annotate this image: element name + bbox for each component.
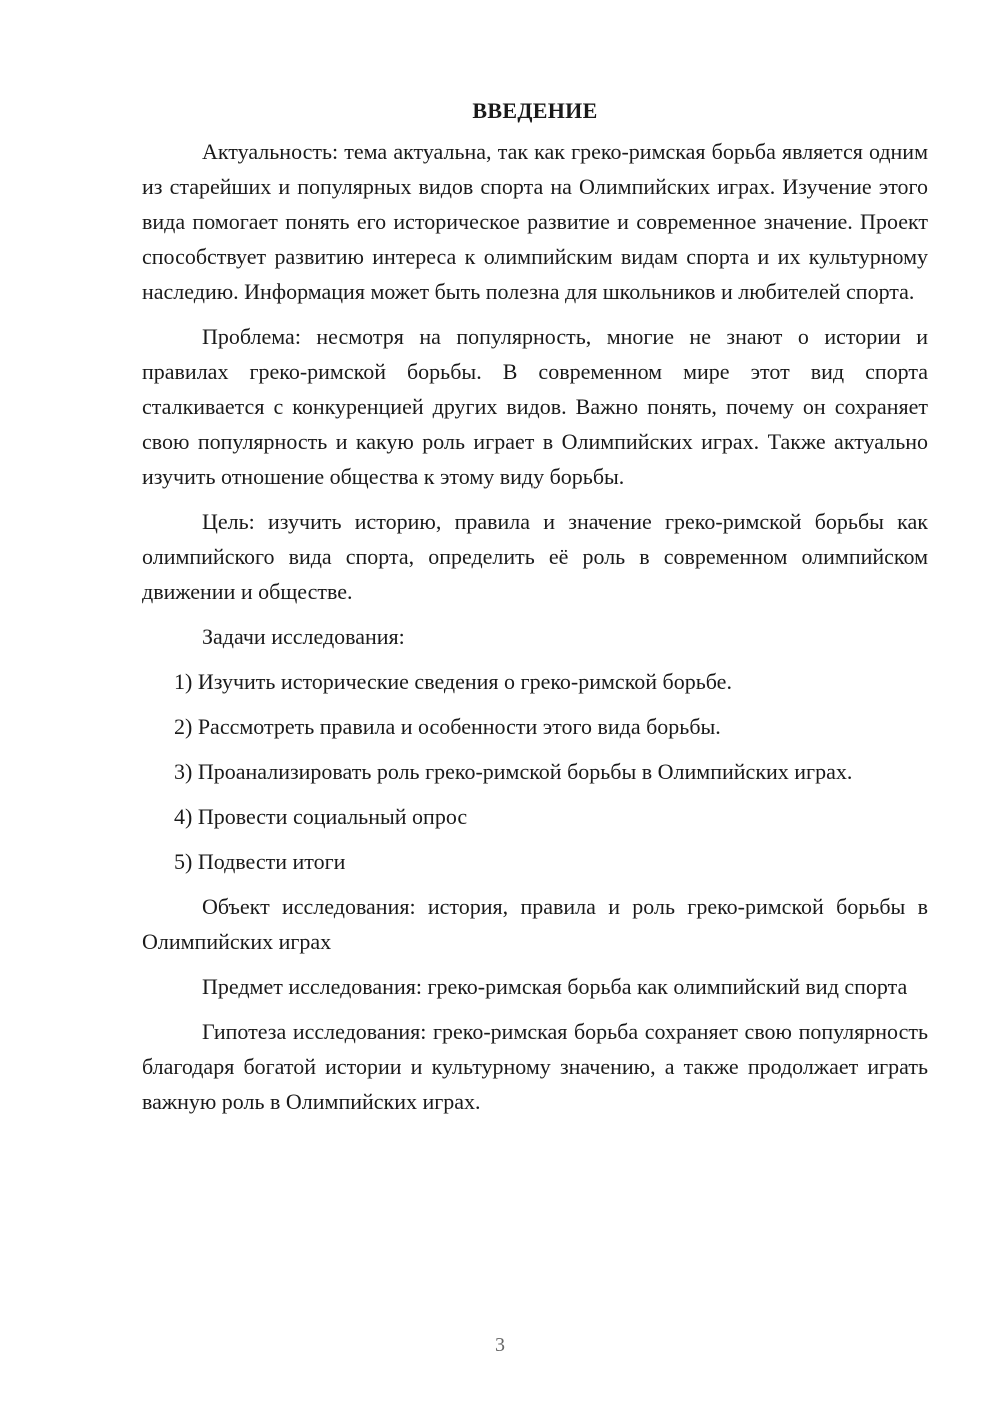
subject-paragraph: Предмет исследования: греко-римская борьба как олимпийский вид спорта: [202, 974, 908, 999]
goal-paragraph: Цель: изучить историю, правила и значение греко-римской борьбы как олимпийского вида спорта, определить её роль в современном олимпийском движении и обществе.: [142, 509, 928, 604]
task-item-4: 4) Провести социальный опрос: [174, 804, 468, 829]
hypothesis-paragraph: Гипотеза исследования: греко-римская борьба сохраняет свою популярность благодаря богатой истории и культурному значению, а также продолжает играть важную роль в Олимпийских играх.: [142, 1019, 928, 1114]
task-item-5: 5) Подвести итоги: [174, 849, 346, 874]
task-item-3: 3) Проанализировать роль греко-римской борьбы в Олимпийских играх.: [174, 759, 853, 784]
problem-paragraph: Проблема: несмотря на популярность, многие не знают о истории и правилах греко-римской борьбы. В современном мире этот вид спорта сталкивается с конкуренцией других видов. Важно понять, почему он сохраняет свою популярность и какую роль играет в Олимпийских играх. Также актуально изучить отношение общества к этому виду борьбы.: [142, 324, 928, 489]
tasks-title: Задачи исследования:: [202, 624, 405, 649]
document-page: [142, 96, 928, 1129]
task-item-1: 1) Изучить исторические сведения о греко-римской борьбе.: [174, 669, 732, 694]
object-paragraph: Объект исследования: история, правила и роль греко-римской борьбы в Олимпийских играх: [142, 894, 928, 954]
relevance-paragraph: Актуальность: тема актуальна, так как греко-римская борьба является одним из старейших и популярных видов спорта на Олимпийских играх. Изучение этого вида помогает понять его историческое развитие и современное значение. Проект способствует развитию интереса к олимпийским видам спорта и их культурному наследию. Информация может быть полезна для школьников и любителей спорта.: [142, 139, 928, 304]
section-heading: ВВЕДЕНИЕ: [472, 98, 598, 123]
task-item-2: 2) Рассмотреть правила и особенности этого вида борьбы.: [174, 714, 721, 739]
page-number: 3: [495, 1334, 505, 1356]
